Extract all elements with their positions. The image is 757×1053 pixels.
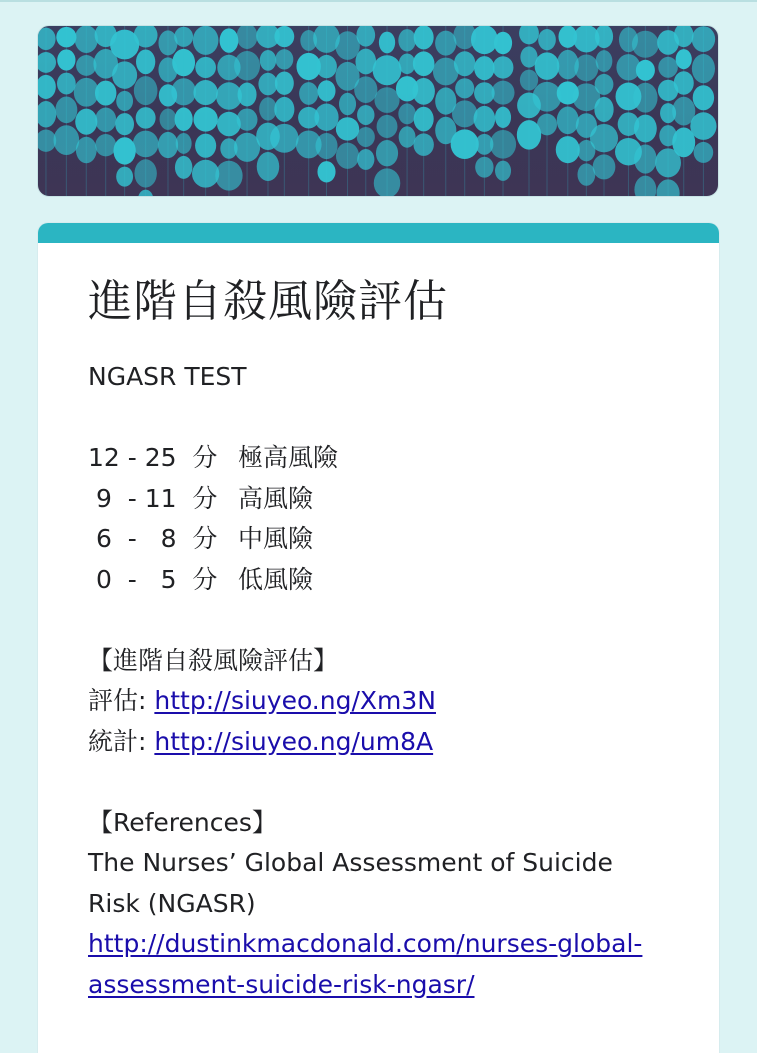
header-banner-image — [37, 25, 719, 197]
score-range: 0 - 5 分 — [88, 564, 218, 594]
reference-title: The Nurses’ Global Assessment of Suicide Risk (NGASR) — [88, 848, 613, 918]
score-row — [88, 479, 669, 520]
form-description — [88, 357, 669, 1005]
reference-link-line — [88, 924, 669, 1005]
score-row — [88, 519, 669, 560]
score-range: 9 - 11 分 — [88, 483, 218, 513]
form-subtitle: NGASR TEST — [88, 362, 247, 391]
top-divider — [0, 0, 757, 2]
risk-level: 極高風險 — [238, 443, 339, 472]
risk-level: 中風險 — [238, 524, 314, 553]
form-title: 進階自殺風險評估 — [88, 276, 448, 327]
statistics-line — [88, 722, 669, 763]
section-heading: 【進階自殺風險評估】 — [88, 645, 339, 675]
score-row — [88, 560, 669, 601]
form-header-card — [38, 223, 719, 1053]
risk-level: 低風險 — [238, 564, 314, 594]
references-heading: 【References】 — [88, 807, 277, 837]
score-row — [88, 438, 669, 479]
assessment-link[interactable]: http://siuyeo.ng/Xm3N — [154, 686, 436, 715]
score-range: 12 - 25 分 — [88, 443, 218, 472]
statistics-link[interactable]: http://siuyeo.ng/um8A — [154, 726, 434, 756]
score-range: 6 - 8 分 — [88, 524, 218, 553]
assessment-line — [88, 681, 669, 722]
risk-level: 高風險 — [238, 483, 314, 513]
assessment-label: 評估: — [88, 686, 155, 715]
card-accent-bar — [38, 223, 719, 243]
reference-link[interactable]: http://dustinkmacdonald.com/nurses-global-assessment-suicide-risk-ngasr/ — [88, 929, 643, 999]
statistics-label: 統計: — [88, 726, 155, 756]
